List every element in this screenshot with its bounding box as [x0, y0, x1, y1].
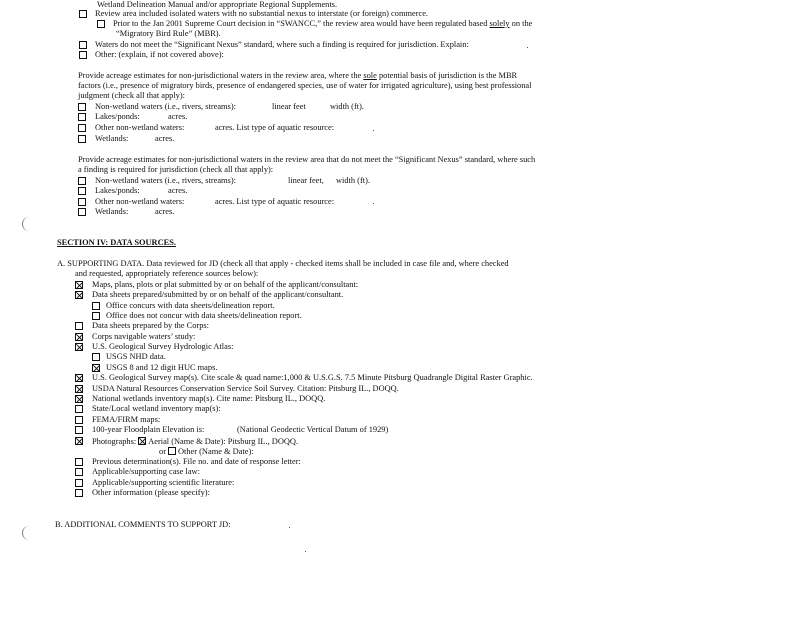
scan-speck — [373, 203, 374, 204]
sn-other-nonwetland-acres: acres. List type of aquatic resource: — [215, 197, 335, 206]
scan-speck — [527, 47, 528, 48]
office-concurs-label: Office concurs with data sheets/delineation report. — [106, 301, 275, 310]
isolated-waters-label: Review area included isolated waters with no substantial nexus to interstate (or foreign) commerce. — [95, 9, 429, 18]
scientific-literature-checkbox[interactable] — [75, 479, 83, 487]
floodplain-datum-label: (National Geodectic Vertical Datum of 1929) — [237, 425, 389, 434]
scan-speck — [305, 551, 306, 552]
state-local-map-checkbox[interactable] — [75, 405, 83, 413]
state-local-map-label: State/Local wetland inventory map(s): — [92, 404, 221, 413]
scan-speck — [373, 130, 374, 131]
significant-nexus-checkbox[interactable] — [79, 41, 87, 49]
mbr-wetlands-acres: acres. — [155, 134, 175, 143]
usda-soil-checkbox[interactable] — [75, 385, 83, 393]
scientific-literature-label: Applicable/supporting scientific literature: — [92, 478, 235, 487]
nwi-map-checkbox[interactable] — [75, 395, 83, 403]
maps-label: Maps, plans, plots or plat submitted by or on behalf of the applicant/consultant: — [92, 280, 359, 289]
corps-datasheets-checkbox[interactable] — [75, 322, 83, 330]
mbr-intro-line-3: judgment (check all that apply): — [78, 91, 185, 100]
datasheets-checkbox[interactable] — [75, 291, 83, 299]
mbr-other-nonwetland-label: Other non-wetland waters: — [95, 123, 185, 132]
mbr-other-nonwetland-checkbox[interactable] — [78, 124, 86, 132]
section-4-heading: SECTION IV: DATA SOURCES. — [57, 238, 176, 247]
floodplain-checkbox[interactable] — [75, 426, 83, 434]
mbr-intro-line-2: factors (i.e., presence of migratory birds, presence of endangered species, use of water for irrigated agriculture), using best professional — [78, 81, 532, 90]
sn-lakes-checkbox[interactable] — [78, 187, 86, 195]
sn-wetlands-checkbox[interactable] — [78, 208, 86, 216]
other-information-label: Other information (please specify): — [92, 488, 210, 497]
other-photo-label: or Other (Name & Date): — [159, 447, 254, 456]
usgs-map-checkbox[interactable] — [75, 374, 83, 382]
other-information-checkbox[interactable] — [75, 489, 83, 497]
corps-navigable-checkbox[interactable] — [75, 333, 83, 341]
mbr-intro-line-1: Provide acreage estimates for non-jurisdictional waters in the review area, where the sole potential basis of jurisdiction is the MBR — [78, 71, 518, 80]
mbr-wetlands-label: Wetlands: — [95, 134, 129, 143]
photographs-label: Photographs: Aerial (Name & Date): Pitsburg IL., DOQQ. — [92, 437, 299, 446]
other-explain-checkbox[interactable] — [79, 51, 87, 59]
mbr-width-label: width (ft). — [330, 102, 364, 111]
sn-nonwetland-checkbox[interactable] — [78, 177, 86, 185]
usgs-nhd-label: USGS NHD data. — [106, 352, 166, 361]
sn-linear-feet-label: linear feet, — [288, 176, 324, 185]
mbr-lakes-label: Lakes/ponds: — [95, 112, 140, 121]
sn-intro-line-1: Provide acreage estimates for non-jurisdictional waters in the review area that do not meet the “Significant Nexus” standard, where such — [78, 155, 536, 164]
scan-hole-mark — [22, 526, 33, 540]
office-not-concur-checkbox[interactable] — [92, 312, 100, 320]
case-law-label: Applicable/supporting case law: — [92, 467, 200, 476]
swancc-label: Prior to the Jan 2001 Supreme Court decision in “SWANCC,” the review area would have been regulated based solely on the — [113, 19, 533, 28]
sn-other-nonwetland-checkbox[interactable] — [78, 198, 86, 206]
office-concurs-checkbox[interactable] — [92, 302, 100, 310]
office-not-concur-label: Office does not concur with data sheets/delineation report. — [106, 311, 302, 320]
usda-soil-label: USDA Natural Resources Conservation Service Soil Survey. Citation: Pitsburg IL., DOQQ. — [92, 384, 399, 393]
sn-other-nonwetland-label: Other non-wetland waters: — [95, 197, 185, 206]
significant-nexus-label: Waters do not meet the “Significant Nexus” standard, where such a finding is required for jurisdiction. Explain: — [95, 40, 469, 49]
mbr-wetlands-checkbox[interactable] — [78, 135, 86, 143]
mbr-other-nonwetland-acres: acres. List type of aquatic resource: — [215, 123, 335, 132]
swancc-checkbox[interactable] — [97, 20, 105, 28]
sn-lakes-acres: acres. — [168, 186, 188, 195]
nwi-map-label: National wetlands inventory map(s). Cite name: Pitsburg IL., DOQQ. — [92, 394, 326, 403]
corps-datasheets-label: Data sheets prepared by the Corps: — [92, 321, 209, 330]
usgs-nhd-checkbox[interactable] — [92, 353, 100, 361]
usgs-map-label: U.S. Geological Survey map(s). Cite scale & quad name:1,000 & U.S.G.S. 7.5 Minute Pitsburg Quadrangle Digital Raster Graphic. — [92, 373, 533, 382]
scan-speck — [289, 527, 290, 528]
sn-lakes-label: Lakes/ponds: — [95, 186, 140, 195]
maps-checkbox[interactable] — [75, 281, 83, 289]
sn-wetlands-acres: acres. — [155, 207, 175, 216]
datasheets-label: Data sheets prepared/submitted by or on behalf of the applicant/consultant. — [92, 290, 344, 299]
supporting-data-label-2: and requested, appropriately reference sources below): — [75, 269, 259, 278]
other-explain-label: Other: (explain, if not covered above): — [95, 50, 224, 59]
fema-firm-checkbox[interactable] — [75, 416, 83, 424]
usgs-atlas-label: U.S. Geological Survey Hydrologic Atlas: — [92, 342, 234, 351]
other-photo-checkbox[interactable] — [168, 447, 176, 455]
mbr-nonwetland-checkbox[interactable] — [78, 103, 86, 111]
supporting-data-label: A. SUPPORTING DATA. Data reviewed for JD (check all that apply - checked items shall be included in case file and, where checked — [57, 259, 509, 268]
sn-width-label: width (ft). — [336, 176, 370, 185]
wetland-manual-text: Wetland Delineation Manual and/or appropriate Regional Supplements. — [97, 0, 338, 9]
usgs-atlas-checkbox[interactable] — [75, 343, 83, 351]
additional-comments-label: B. ADDITIONAL COMMENTS TO SUPPORT JD: — [55, 520, 231, 529]
isolated-waters-checkbox[interactable] — [79, 10, 87, 18]
mbr-linear-feet-label: linear feet — [272, 102, 306, 111]
mbr-lakes-acres: acres. — [168, 112, 188, 121]
fema-firm-label: FEMA/FIRM maps: — [92, 415, 161, 424]
sn-intro-line-2: a finding is required for jurisdiction (check all that apply): — [78, 165, 274, 174]
previous-determination-label: Previous determination(s). File no. and date of response letter: — [92, 457, 301, 466]
aerial-photo-checkbox[interactable] — [138, 437, 146, 445]
mbr-nonwetland-label: Non-wetland waters (i.e., rivers, streams): — [95, 102, 236, 111]
case-law-checkbox[interactable] — [75, 468, 83, 476]
photographs-checkbox[interactable] — [75, 437, 83, 445]
sn-nonwetland-label: Non-wetland waters (i.e., rivers, streams): — [95, 176, 236, 185]
floodplain-label: 100-year Floodplain Elevation is: — [92, 425, 205, 434]
scan-hole-mark — [22, 217, 33, 231]
usgs-huc-checkbox[interactable] — [92, 364, 100, 372]
corps-navigable-label: Corps navigable waters’ study: — [92, 332, 196, 341]
previous-determination-checkbox[interactable] — [75, 458, 83, 466]
sn-wetlands-label: Wetlands: — [95, 207, 129, 216]
usgs-huc-label: USGS 8 and 12 digit HUC maps. — [106, 363, 218, 372]
mbr-label: “Migratory Bird Rule” (MBR). — [116, 29, 221, 38]
mbr-lakes-checkbox[interactable] — [78, 113, 86, 121]
